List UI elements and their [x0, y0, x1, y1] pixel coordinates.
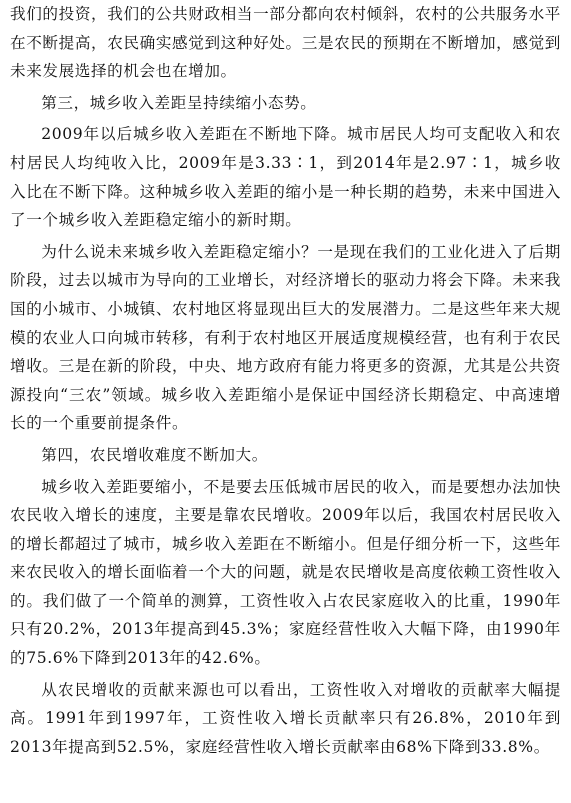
body-paragraph: 2009年以后城乡收入差距在不断地下降。城市居民人均可支配收入和农村居民人均纯收入比，2009年是3.33∶1，到2014年是2.97∶1，城乡收入比在不断下降。这种城乡收入差距的缩小是一种长期的趋势，未来中国进入了一个城乡收入差距稳定缩小的新时期。	[10, 125, 561, 230]
body-paragraph: 我们的投资，我们的公共财政相当一部分都向农村倾斜，农村的公共服务水平在不断提高，农民确实感觉到这种好处。三是农民的预期在不断增加，感觉到未来发展选择的机会也在增加。	[10, 5, 561, 81]
body-paragraph: 城乡收入差距要缩小，不是要去压低城市居民的收入，而是要想办法加快农民收入增长的速度，主要是靠农民增收。2009年以后，我国农村居民收入的增长都超过了城市，城乡收入差距在不断缩小。但是仔细分析一下，这些年来农民收入的增长面临着一个大的问题，就是农民增收是高度依赖工资性收入的。我们做了一个简单的测算，工资性收入占农民家庭收入的比重，1990年只有20.2%，2013年提高到45.3%；家庭经营性收入大幅下降，由1990年的75.6%下降到2013年的42.6%。	[10, 477, 561, 668]
body-paragraph: 为什么说未来城乡收入差距稳定缩小？一是现在我们的工业化进入了后期阶段，过去以城市为导向的工业增长，对经济增长的驱动力将会下降。未来我国的小城市、小城镇、农村地区将显现出巨大的发展潜力。二是这些年来大规模的农业人口向城市转移，有利于农村地区开展适度规模经营，也有利于农民增收。三是在新的阶段，中央、地方政府有能力将更多的资源，尤其是公共资源投向“三农”领域。城乡收入差距缩小是保证中国经济长期稳定、中高速增长的一个重要前提条件。	[10, 242, 561, 433]
section-heading: 第三，城乡收入差距呈持续缩小态势。	[41, 93, 317, 112]
document-page	[10, 0, 561, 803]
body-paragraph: 从农民增收的贡献来源也可以看出，工资性收入对增收的贡献率大幅提高。1991年到1997年，工资性收入增长贡献率只有26.8%，2010年到2013年提高到52.5%，家庭经营性收入增长贡献率由68%下降到33.8%。	[10, 680, 561, 756]
section-heading: 第四，农民增收难度不断加大。	[41, 445, 268, 464]
